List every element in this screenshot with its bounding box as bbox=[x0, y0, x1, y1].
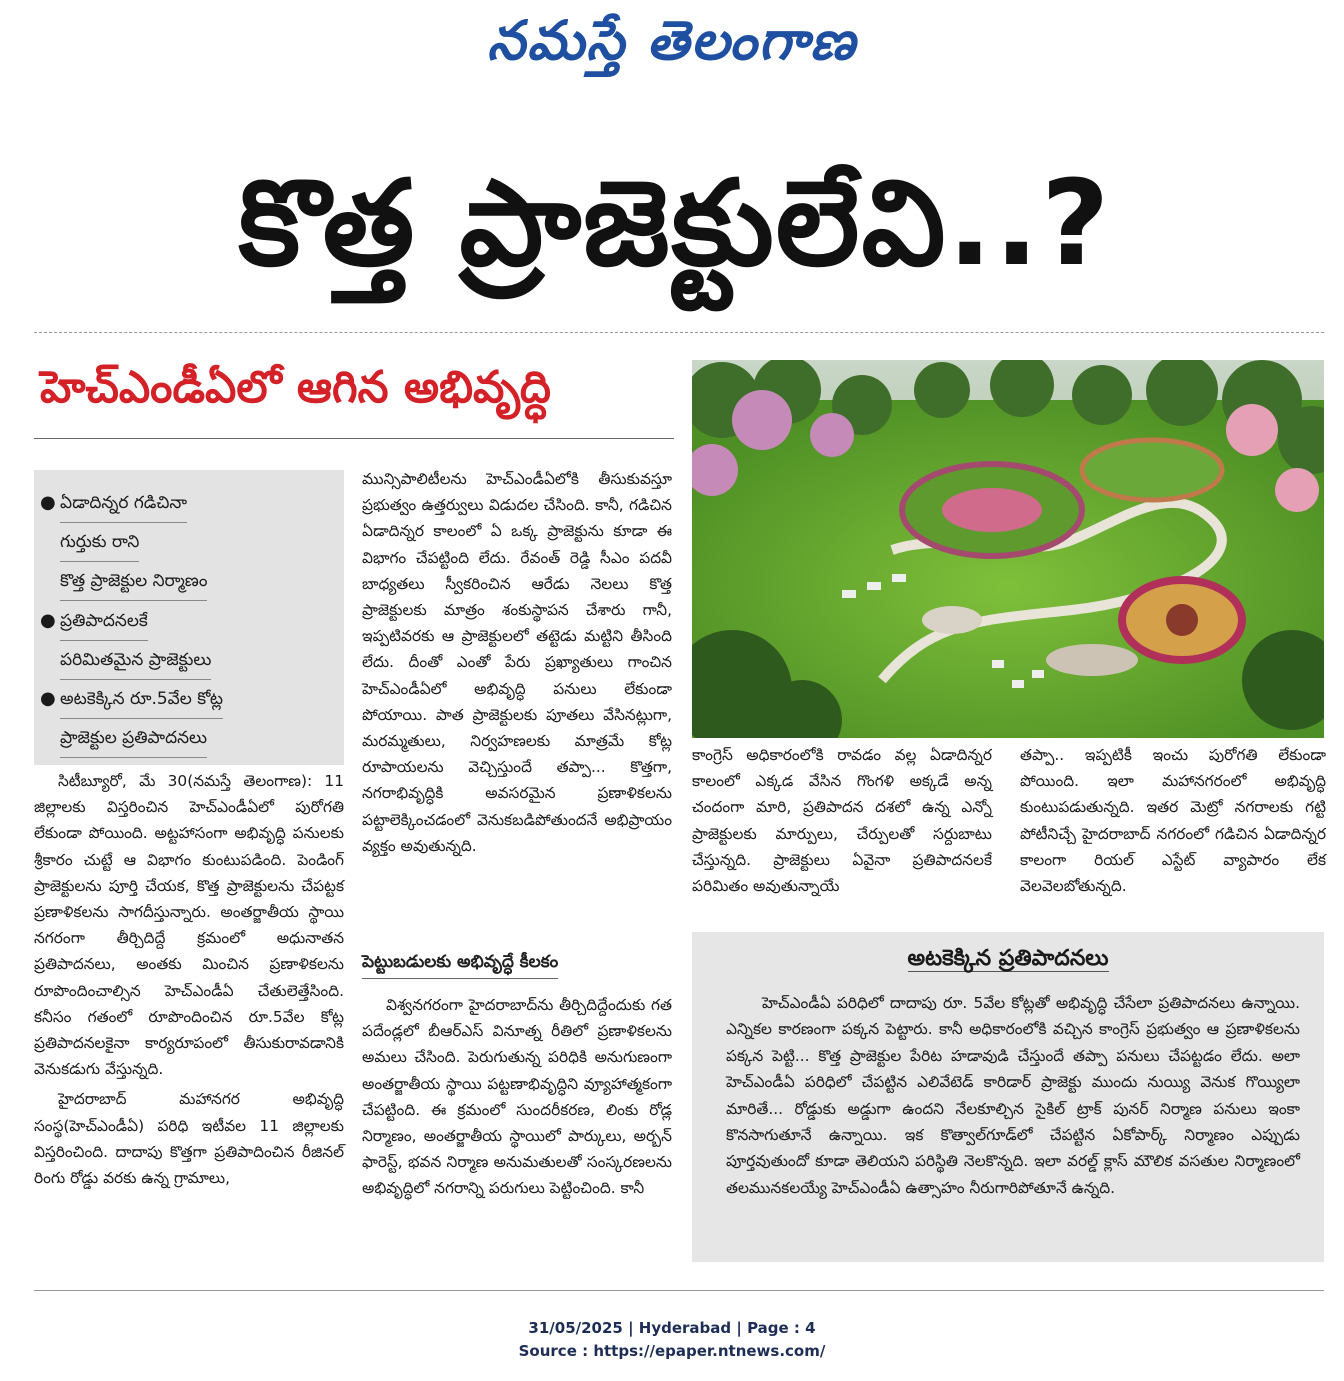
highlight-line: గుర్తుకు రాని bbox=[60, 523, 139, 562]
footer-dateline: 31/05/2025 | Hyderabad | Page : 4 bbox=[528, 1319, 816, 1337]
article-paragraph: విశ్వనగరంగా హైదరాబాద్‌ను తీర్చిదిద్దేందుకు గత పదేండ్లలో బీఆర్ఎస్ వినూత్న రీతిలో ప్రణాళికలను అమలు చేసింది. పెరుగుతున్న పరిధికి అనుగుణంగా అంతర్జాతీయ స్థాయి పట్టణాభివృద్ధిని వ్యూహాత్మకంగా చేపట్టింది. ఈ క్రమంలో సుందరీకరణ, లింకు రోడ్ల నిర్మాణం, అంతర్జాతీయ స్థాయిలో పార్కులు, అర్బన్ ఫారెస్ట్, భవన నిర్మాణ అనుమతులతో సంస్కరణలను అభివృద్ధిలో నగరాన్ని పరుగులు పెట్టించింది. కానీ bbox=[362, 996, 672, 1198]
sidebar-text bbox=[726, 990, 1300, 1201]
subheadline-divider bbox=[34, 438, 674, 439]
masthead-logo: నమస్తే తెలంగాణ bbox=[487, 8, 857, 72]
footer-source: Source : https://epaper.ntnews.com/ bbox=[518, 1342, 826, 1360]
highlight-line: ప్రాజెక్టుల ప్రతిపాదనలు bbox=[60, 719, 207, 758]
sub-headline: హెచ్‌ఎండీఏలో ఆగిన అభివృద్ధి bbox=[40, 362, 551, 413]
highlights-box bbox=[34, 470, 344, 765]
highlight-item bbox=[40, 680, 330, 758]
footer-divider bbox=[34, 1290, 1324, 1291]
bullet-icon: ● bbox=[40, 610, 56, 631]
section-heading: పెట్టుబడులకు అభివృద్ధే కీలకం bbox=[362, 952, 558, 979]
highlight-line: పరిమితమైన ప్రాజెక్టులు bbox=[60, 641, 211, 680]
article-column-4 bbox=[1020, 742, 1326, 899]
sidebar-title bbox=[692, 946, 1324, 976]
article-column-3 bbox=[692, 742, 992, 899]
bullet-icon: ● bbox=[40, 688, 56, 709]
highlight-item bbox=[40, 602, 330, 680]
park-photo bbox=[692, 360, 1324, 738]
main-headline: కొత్త ప్రాజెక్టులేవి..? bbox=[238, 154, 1112, 292]
bullet-icon: ● bbox=[40, 492, 56, 513]
sidebar-box bbox=[692, 932, 1324, 1262]
highlight-item bbox=[40, 484, 330, 601]
article-paragraph: కాంగ్రెస్ అధికారంలోకి రావడం వల్ల ఏడాదిన్నర కాలంలో ఎక్కడ వేసిన గొంగళి అక్కడే అన్న చందంగా మారి, ప్రతిపాదన దశలో ఉన్న ఎన్నో ప్రాజెక్టులకు మార్పులు, చేర్పులతో సర్దుబాటు చేస్తున్నది. ప్రాజెక్టులు ఏవైనా ప్రతిపాదనలకే పరిమితం అవుతున్నాయే bbox=[692, 746, 992, 896]
article-paragraph: హైదరాబాద్ మహానగర అభివృద్ధి సంస్థ(హెచ్‌ఎండీఏ) పరిధి ఇటీవల 11 జిల్లాలకు విస్తరించింది. దాదాపు కొత్తగా ప్రతిపాదించిన రీజినల్ రింగు రోడ్డు వరకు ఉన్న గ్రామాలు, bbox=[34, 1090, 344, 1188]
article-paragraph: హెచ్‌ఎండీఏ పరిధిలో దాదాపు రూ. 5వేల కోట్లతో అభివృద్ధి చేసేలా ప్రతిపాదనలు ఉన్నాయి. ఎన్నికల కారణంగా పక్కన పెట్టారు. కానీ అధికారంలోకి వచ్చిన కాంగ్రెస్ ప్రభుత్వం ఆ ప్రణాళికలను పక్కన పెట్టి... కొత్త ప్రాజెక్టుల పేరిట హడావుడి చేస్తుందే తప్పా పనులు చేపట్టడం లేదు. అలా హెచ్‌ఎండీఏ పరిధిలో చేపట్టిన ఎలివేటెడ్ కారిడార్ ప్రాజెక్టు ముందు నుయ్యి వెనుక గొయ్యిలా మారితే... రోడ్డుకు అడ్డుగా ఉందని నేలకూల్చిన సైకిల్ ట్రాక్ పునర్ నిర్మాణ పనులు ఇంకా కొనసాగుతూనే ఉన్నాయి. ఇక కొత్వాల్‌గూడ్‌లో చేపట్టిన ఏకోపార్క్ నిర్మాణం ఎప్పుడు పూర్తవుతుందో కూడా తెలియని పరిస్థితి నెలకొన్నది. ఇలా వరల్డ్ క్లాస్ మౌలిక వసతుల నిర్మాణంలో తలమునకలయ్యే హెచ్‌ఎండీఏ ఉత్సాహం నీరుగారిపోతూనే ఉన్నది. bbox=[726, 994, 1300, 1197]
article-paragraph: తప్పా.. ఇప్పటికీ ఇంచు పురోగతి లేకుండా పోయింది. ఇలా మహానగరంలో అభివృద్ధి కుంటుపడుతున్నది. ఇతర మెట్రో నగరాలకు గట్టి పోటీనిచ్చే హైదరాబాద్ నగరంలో గడిచిన ఏడాదిన్నర కాలంగా రియల్ ఎస్టేట్ వ్యాపారం లేక వెలవెలబోతున్నది. bbox=[1020, 746, 1326, 896]
highlight-line: ఏడాదిన్నర గడిచినా bbox=[60, 484, 187, 523]
highlight-line: ప్రతిపాదనలకే bbox=[60, 602, 148, 641]
highlight-line: అటకెక్కిన రూ.5వేల కోట్ల bbox=[60, 680, 223, 719]
article-column-2-continued bbox=[362, 992, 672, 1202]
article-column-1 bbox=[34, 768, 344, 1191]
article-paragraph: మున్సిపాలిటీలను హెచ్‌ఎండీఏలోకి తీసుకువస్తూ ప్రభుత్వం ఉత్తర్వులు విడుదల చేసింది. కానీ, గడిచిన ఏడాదిన్నర కాలంలో ఏ ఒక్క ప్రాజెక్టును కూడా ఈ విభాగం చేపట్టింది లేదు. రేవంత్ రెడ్డి సీఎం పదవీ బాధ్యతలు స్వీకరించిన ఆరేడు నెలలు కొత్త ప్రాజెక్టులకు మాత్రం శంకుస్థాపన చేశారు గానీ, ఇప్పటివరకు ఆ ప్రాజెక్టులలో తట్టెడు మట్టిని తీసింది లేదు. దీంతో ఎంతో పేరు ప్రఖ్యాతులు గాంచిన హెచ్‌ఎండీఏలో అభివృద్ధి పనులు లేకుండా పోయాయి. పాత ప్రాజెక్టులకు పూతలు వేసినట్లుగా, మరమ్మతులు, నిర్వహణలకు మాత్రమే కోట్ల రూపాయలను వెచ్చిస్తుందే తప్పా... కొత్తగా, నగరాభివృద్ధికి అవసరమైన ప్రణాళికలను పట్టాలెక్కించడంలో వెనుకబడిపోతుందనే అభిప్రాయం వ్యక్తం అవుతున్నది. bbox=[362, 470, 672, 855]
park-photo-illustration bbox=[692, 360, 1324, 738]
sidebar-title-text: అటకెక్కిన ప్రతిపాదనలు bbox=[907, 946, 1109, 971]
article-paragraph: సిటీబ్యూరో, మే 30(నమస్తే తెలంగాణ): 11 జిల్లాలకు విస్తరించిన హెచ్‌ఎండీఏలో పురోగతి లేకుండా పోయింది. అట్టహాసంగా అభివృద్ధి పనులకు శ్రీకారం చుట్టే ఆ విభాగం కుంటుపడింది. పెండింగ్ ప్రాజెక్టులను పూర్తి చేయక, కొత్త ప్రాజెక్టులను చేపట్టక ప్రణాళికలను సాగదీస్తున్నారు. అంతర్జాతీయ స్థాయి నగరంగా తీర్చిదిద్దే క్రమంలో అధునాతన ప్రతిపాదనలు, అంతకు మించిన ప్రణాళికలను రూపొందించాల్సిన హెచ్‌ఎండీఏ చేతులెత్తేసింది. కనీసం గతంలో రూపొందించిన రూ.5వేల కోట్ల ప్రతిపాదనలకైనా కార్యరూపంలో తీసుకురావడానికి వెనుకడుగు వేస్తున్నది. bbox=[34, 772, 344, 1079]
highlight-line: కొత్త ప్రాజెక్టుల నిర్మాణం bbox=[60, 562, 207, 601]
article-column-2 bbox=[362, 466, 672, 859]
headline-divider bbox=[34, 332, 1324, 333]
